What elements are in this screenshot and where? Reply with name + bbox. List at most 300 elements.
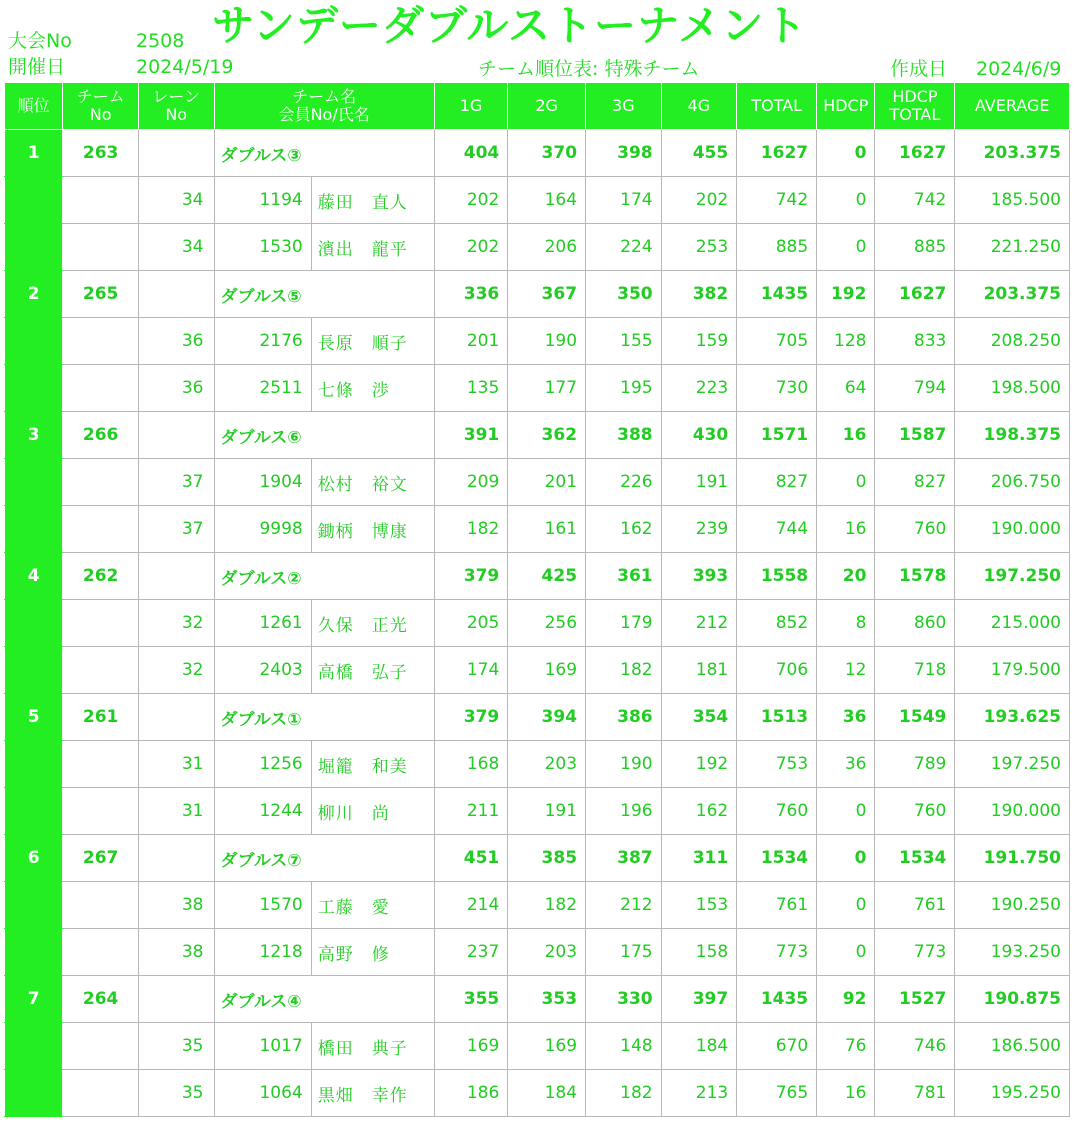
member-row (5, 1070, 1070, 1117)
member-g1-cell: 214 (434, 882, 507, 929)
member-row (5, 882, 1070, 929)
team-hdcp-cell: 192 (817, 271, 875, 318)
member-name-cell: 鋤柄 博康 (311, 506, 434, 553)
team-average-cell: 203.375 (955, 271, 1070, 318)
member-row (5, 459, 1070, 506)
member-average-cell: 206.750 (955, 459, 1070, 506)
member-total-cell: 852 (737, 600, 817, 647)
team-row (5, 412, 1070, 459)
team-total-cell: 1435 (737, 271, 817, 318)
rank-cell: 6 (5, 835, 63, 882)
lane-cell (138, 976, 214, 1023)
member-g3-cell: 148 (586, 1023, 662, 1070)
member-no-cell: 9998 (214, 506, 311, 553)
col-lane-no: レーン No (138, 83, 214, 130)
member-g3-cell: 179 (586, 600, 662, 647)
team-g1-cell: 451 (434, 835, 507, 882)
member-g3-cell: 212 (586, 882, 662, 929)
member-no-cell: 2176 (214, 318, 311, 365)
member-g1-cell: 202 (434, 224, 507, 271)
member-g4-cell: 192 (661, 741, 737, 788)
member-total-cell: 760 (737, 788, 817, 835)
member-row (5, 929, 1070, 976)
lane-cell (138, 130, 214, 177)
col-hdcp-total: HDCP TOTAL (875, 83, 955, 130)
team-no-cell (63, 506, 139, 553)
header-row (5, 83, 1070, 130)
member-g1-cell: 237 (434, 929, 507, 976)
member-g4-cell: 162 (661, 788, 737, 835)
team-no-cell (63, 882, 139, 929)
member-g2-cell: 164 (508, 177, 586, 224)
event-no-label: 大会No (8, 30, 72, 52)
member-total-cell: 705 (737, 318, 817, 365)
member-g4-cell: 223 (661, 365, 737, 412)
created-date: 2024/6/9 (976, 58, 1062, 80)
team-name-cell: ダブルス⑥ (214, 412, 434, 459)
col-hdcp: HDCP (817, 83, 875, 130)
member-g4-cell: 159 (661, 318, 737, 365)
team-total-cell: 1435 (737, 976, 817, 1023)
team-g4-cell: 397 (661, 976, 737, 1023)
lane-cell: 37 (138, 506, 214, 553)
member-hdcp-total-cell: 718 (875, 647, 955, 694)
team-g2-cell: 394 (508, 694, 586, 741)
member-g3-cell: 175 (586, 929, 662, 976)
results-table (4, 82, 1070, 1117)
member-g2-cell: 169 (508, 647, 586, 694)
member-name-cell: 橋田 典子 (311, 1023, 434, 1070)
rank-cell (5, 741, 63, 788)
member-g2-cell: 190 (508, 318, 586, 365)
lane-cell: 34 (138, 224, 214, 271)
team-g3-cell: 387 (586, 835, 662, 882)
member-name-cell: 黒畑 幸作 (311, 1070, 434, 1117)
member-average-cell: 190.000 (955, 788, 1070, 835)
team-no-cell (63, 224, 139, 271)
member-total-cell: 670 (737, 1023, 817, 1070)
member-g1-cell: 135 (434, 365, 507, 412)
team-total-cell: 1513 (737, 694, 817, 741)
col-average: AVERAGE (955, 83, 1070, 130)
member-g4-cell: 158 (661, 929, 737, 976)
team-g2-cell: 425 (508, 553, 586, 600)
rank-cell (5, 1070, 63, 1117)
rank-cell: 3 (5, 412, 63, 459)
team-row (5, 271, 1070, 318)
col-2g: 2G (508, 83, 586, 130)
lane-cell (138, 694, 214, 741)
member-row (5, 788, 1070, 835)
rank-cell (5, 647, 63, 694)
member-g1-cell: 174 (434, 647, 507, 694)
team-g2-cell: 385 (508, 835, 586, 882)
team-no-cell (63, 741, 139, 788)
rank-cell (5, 318, 63, 365)
member-total-cell: 773 (737, 929, 817, 976)
date-label: 開催日 (8, 56, 66, 78)
member-name-cell: 工藤 愛 (311, 882, 434, 929)
lane-cell (138, 553, 214, 600)
team-average-cell: 198.375 (955, 412, 1070, 459)
team-g3-cell: 330 (586, 976, 662, 1023)
member-g1-cell: 169 (434, 1023, 507, 1070)
team-g2-cell: 367 (508, 271, 586, 318)
team-total-cell: 1558 (737, 553, 817, 600)
member-row (5, 224, 1070, 271)
team-no-cell (63, 1070, 139, 1117)
member-g4-cell: 202 (661, 177, 737, 224)
team-total-cell: 1627 (737, 130, 817, 177)
lane-cell: 31 (138, 788, 214, 835)
rank-cell (5, 506, 63, 553)
member-g2-cell: 206 (508, 224, 586, 271)
member-row (5, 177, 1070, 224)
rank-cell (5, 929, 63, 976)
member-hdcp-cell: 128 (817, 318, 875, 365)
team-row (5, 835, 1070, 882)
team-name-cell: ダブルス② (214, 553, 434, 600)
team-row (5, 976, 1070, 1023)
lane-cell (138, 271, 214, 318)
team-name-cell: ダブルス③ (214, 130, 434, 177)
member-hdcp-cell: 8 (817, 600, 875, 647)
member-hdcp-cell: 16 (817, 506, 875, 553)
member-hdcp-total-cell: 860 (875, 600, 955, 647)
member-name-cell: 藤田 直人 (311, 177, 434, 224)
rank-cell: 2 (5, 271, 63, 318)
rank-cell: 7 (5, 976, 63, 1023)
team-average-cell: 190.875 (955, 976, 1070, 1023)
member-g3-cell: 226 (586, 459, 662, 506)
team-no-cell (63, 929, 139, 976)
team-g1-cell: 355 (434, 976, 507, 1023)
team-no-cell: 267 (63, 835, 139, 882)
team-row (5, 553, 1070, 600)
member-g2-cell: 169 (508, 1023, 586, 1070)
member-g1-cell: 182 (434, 506, 507, 553)
member-average-cell: 186.500 (955, 1023, 1070, 1070)
member-row (5, 647, 1070, 694)
member-hdcp-total-cell: 742 (875, 177, 955, 224)
rank-cell (5, 600, 63, 647)
member-total-cell: 706 (737, 647, 817, 694)
rank-cell (5, 788, 63, 835)
rank-cell (5, 177, 63, 224)
rank-cell: 5 (5, 694, 63, 741)
member-average-cell: 179.500 (955, 647, 1070, 694)
rank-cell: 1 (5, 130, 63, 177)
event-no: 2508 (136, 30, 185, 52)
lane-cell: 35 (138, 1023, 214, 1070)
member-no-cell: 2511 (214, 365, 311, 412)
member-average-cell: 190.000 (955, 506, 1070, 553)
member-hdcp-cell: 76 (817, 1023, 875, 1070)
member-g3-cell: 174 (586, 177, 662, 224)
member-average-cell: 195.250 (955, 1070, 1070, 1117)
created-label: 作成日 (890, 58, 948, 80)
member-hdcp-total-cell: 760 (875, 506, 955, 553)
lane-cell (138, 835, 214, 882)
member-g2-cell: 182 (508, 882, 586, 929)
col-name: チーム名 会員No/氏名 (214, 83, 434, 130)
member-g2-cell: 203 (508, 741, 586, 788)
col-total: TOTAL (737, 83, 817, 130)
team-hdcp-cell: 0 (817, 835, 875, 882)
team-g2-cell: 362 (508, 412, 586, 459)
member-hdcp-total-cell: 833 (875, 318, 955, 365)
member-hdcp-cell: 0 (817, 882, 875, 929)
team-row (5, 694, 1070, 741)
team-row (5, 130, 1070, 177)
member-hdcp-cell: 0 (817, 459, 875, 506)
member-name-cell: 柳川 尚 (311, 788, 434, 835)
team-no-cell (63, 318, 139, 365)
lane-cell: 32 (138, 600, 214, 647)
member-g2-cell: 256 (508, 600, 586, 647)
member-g3-cell: 162 (586, 506, 662, 553)
member-hdcp-total-cell: 761 (875, 882, 955, 929)
member-average-cell: 221.250 (955, 224, 1070, 271)
rank-cell (5, 1023, 63, 1070)
member-g1-cell: 209 (434, 459, 507, 506)
member-total-cell: 742 (737, 177, 817, 224)
team-g1-cell: 379 (434, 553, 507, 600)
member-g1-cell: 205 (434, 600, 507, 647)
member-name-cell: 長原 順子 (311, 318, 434, 365)
lane-cell: 38 (138, 929, 214, 976)
team-g4-cell: 382 (661, 271, 737, 318)
member-no-cell: 1261 (214, 600, 311, 647)
member-no-cell: 1064 (214, 1070, 311, 1117)
col-3g: 3G (586, 83, 662, 130)
member-g2-cell: 161 (508, 506, 586, 553)
member-average-cell: 197.250 (955, 741, 1070, 788)
team-no-cell (63, 1023, 139, 1070)
member-g3-cell: 182 (586, 1070, 662, 1117)
member-hdcp-total-cell: 760 (875, 788, 955, 835)
team-g2-cell: 370 (508, 130, 586, 177)
team-no-cell (63, 788, 139, 835)
team-hdcp-total-cell: 1534 (875, 835, 955, 882)
member-no-cell: 1570 (214, 882, 311, 929)
team-no-cell: 261 (63, 694, 139, 741)
member-g4-cell: 191 (661, 459, 737, 506)
team-g4-cell: 354 (661, 694, 737, 741)
team-g3-cell: 388 (586, 412, 662, 459)
lane-cell: 31 (138, 741, 214, 788)
member-total-cell: 885 (737, 224, 817, 271)
member-name-cell: 久保 正光 (311, 600, 434, 647)
member-g3-cell: 190 (586, 741, 662, 788)
rank-cell (5, 224, 63, 271)
rank-cell (5, 459, 63, 506)
rank-cell: 4 (5, 553, 63, 600)
team-hdcp-total-cell: 1527 (875, 976, 955, 1023)
team-g1-cell: 379 (434, 694, 507, 741)
team-hdcp-total-cell: 1627 (875, 130, 955, 177)
member-total-cell: 730 (737, 365, 817, 412)
member-row (5, 741, 1070, 788)
team-hdcp-total-cell: 1627 (875, 271, 955, 318)
member-g4-cell: 153 (661, 882, 737, 929)
team-total-cell: 1571 (737, 412, 817, 459)
member-total-cell: 744 (737, 506, 817, 553)
member-no-cell: 1218 (214, 929, 311, 976)
team-no-cell: 263 (63, 130, 139, 177)
member-average-cell: 185.500 (955, 177, 1070, 224)
member-hdcp-total-cell: 789 (875, 741, 955, 788)
team-g4-cell: 311 (661, 835, 737, 882)
member-hdcp-total-cell: 781 (875, 1070, 955, 1117)
member-no-cell: 2403 (214, 647, 311, 694)
team-g4-cell: 430 (661, 412, 737, 459)
member-row (5, 506, 1070, 553)
team-g1-cell: 336 (434, 271, 507, 318)
lane-cell: 32 (138, 647, 214, 694)
lane-cell: 34 (138, 177, 214, 224)
member-hdcp-cell: 0 (817, 177, 875, 224)
member-hdcp-cell: 16 (817, 1070, 875, 1117)
rank-cell (5, 365, 63, 412)
team-g3-cell: 361 (586, 553, 662, 600)
event-date: 2024/5/19 (136, 56, 234, 78)
team-average-cell: 193.625 (955, 694, 1070, 741)
team-no-cell (63, 459, 139, 506)
member-row (5, 600, 1070, 647)
member-g3-cell: 196 (586, 788, 662, 835)
team-no-cell (63, 647, 139, 694)
member-row (5, 1023, 1070, 1070)
member-g1-cell: 211 (434, 788, 507, 835)
member-g1-cell: 202 (434, 177, 507, 224)
member-total-cell: 753 (737, 741, 817, 788)
team-g3-cell: 386 (586, 694, 662, 741)
member-name-cell: 高橋 弘子 (311, 647, 434, 694)
team-name-cell: ダブルス⑦ (214, 835, 434, 882)
member-g3-cell: 195 (586, 365, 662, 412)
team-no-cell: 264 (63, 976, 139, 1023)
member-g4-cell: 181 (661, 647, 737, 694)
team-g1-cell: 391 (434, 412, 507, 459)
member-g1-cell: 201 (434, 318, 507, 365)
team-g2-cell: 353 (508, 976, 586, 1023)
team-hdcp-total-cell: 1578 (875, 553, 955, 600)
member-g1-cell: 186 (434, 1070, 507, 1117)
member-no-cell: 1256 (214, 741, 311, 788)
team-average-cell: 203.375 (955, 130, 1070, 177)
team-hdcp-cell: 0 (817, 130, 875, 177)
team-total-cell: 1534 (737, 835, 817, 882)
member-average-cell: 198.500 (955, 365, 1070, 412)
lane-cell: 36 (138, 318, 214, 365)
lane-cell: 38 (138, 882, 214, 929)
lane-cell: 35 (138, 1070, 214, 1117)
member-name-cell: 濱出 龍平 (311, 224, 434, 271)
member-hdcp-cell: 64 (817, 365, 875, 412)
member-total-cell: 827 (737, 459, 817, 506)
col-1g: 1G (434, 83, 507, 130)
member-hdcp-total-cell: 827 (875, 459, 955, 506)
member-g3-cell: 224 (586, 224, 662, 271)
page-subtitle: チーム順位表: 特殊チーム (478, 58, 700, 80)
member-no-cell: 1904 (214, 459, 311, 506)
member-hdcp-total-cell: 794 (875, 365, 955, 412)
member-hdcp-total-cell: 885 (875, 224, 955, 271)
col-4g: 4G (661, 83, 737, 130)
team-average-cell: 191.750 (955, 835, 1070, 882)
rank-cell (5, 882, 63, 929)
member-name-cell: 松村 裕文 (311, 459, 434, 506)
member-row (5, 365, 1070, 412)
member-no-cell: 1017 (214, 1023, 311, 1070)
member-hdcp-cell: 0 (817, 929, 875, 976)
member-g4-cell: 239 (661, 506, 737, 553)
member-average-cell: 193.250 (955, 929, 1070, 976)
member-average-cell: 208.250 (955, 318, 1070, 365)
member-no-cell: 1244 (214, 788, 311, 835)
member-g4-cell: 184 (661, 1023, 737, 1070)
team-hdcp-total-cell: 1587 (875, 412, 955, 459)
team-no-cell: 265 (63, 271, 139, 318)
lane-cell: 37 (138, 459, 214, 506)
member-average-cell: 215.000 (955, 600, 1070, 647)
member-g2-cell: 201 (508, 459, 586, 506)
member-hdcp-total-cell: 773 (875, 929, 955, 976)
member-g4-cell: 212 (661, 600, 737, 647)
page-title: サンデーダブルストーナメント (212, 1, 808, 50)
member-hdcp-total-cell: 746 (875, 1023, 955, 1070)
team-no-cell (63, 177, 139, 224)
team-hdcp-cell: 20 (817, 553, 875, 600)
member-no-cell: 1194 (214, 177, 311, 224)
member-g4-cell: 253 (661, 224, 737, 271)
member-hdcp-cell: 12 (817, 647, 875, 694)
member-g3-cell: 182 (586, 647, 662, 694)
team-g1-cell: 404 (434, 130, 507, 177)
member-total-cell: 761 (737, 882, 817, 929)
team-hdcp-cell: 36 (817, 694, 875, 741)
member-hdcp-cell: 0 (817, 788, 875, 835)
member-name-cell: 堀籠 和美 (311, 741, 434, 788)
member-g2-cell: 191 (508, 788, 586, 835)
member-g2-cell: 177 (508, 365, 586, 412)
member-g1-cell: 168 (434, 741, 507, 788)
team-g3-cell: 398 (586, 130, 662, 177)
team-no-cell (63, 600, 139, 647)
member-no-cell: 1530 (214, 224, 311, 271)
team-g4-cell: 393 (661, 553, 737, 600)
team-g3-cell: 350 (586, 271, 662, 318)
lane-cell: 36 (138, 365, 214, 412)
team-no-cell: 262 (63, 553, 139, 600)
member-g2-cell: 184 (508, 1070, 586, 1117)
team-g4-cell: 455 (661, 130, 737, 177)
team-hdcp-cell: 92 (817, 976, 875, 1023)
member-hdcp-cell: 36 (817, 741, 875, 788)
member-g4-cell: 213 (661, 1070, 737, 1117)
member-hdcp-cell: 0 (817, 224, 875, 271)
team-hdcp-cell: 16 (817, 412, 875, 459)
col-rank: 順位 (5, 83, 63, 130)
team-name-cell: ダブルス④ (214, 976, 434, 1023)
member-g2-cell: 203 (508, 929, 586, 976)
team-name-cell: ダブルス① (214, 694, 434, 741)
team-hdcp-total-cell: 1549 (875, 694, 955, 741)
col-team-no: チーム No (63, 83, 139, 130)
team-average-cell: 197.250 (955, 553, 1070, 600)
member-g3-cell: 155 (586, 318, 662, 365)
